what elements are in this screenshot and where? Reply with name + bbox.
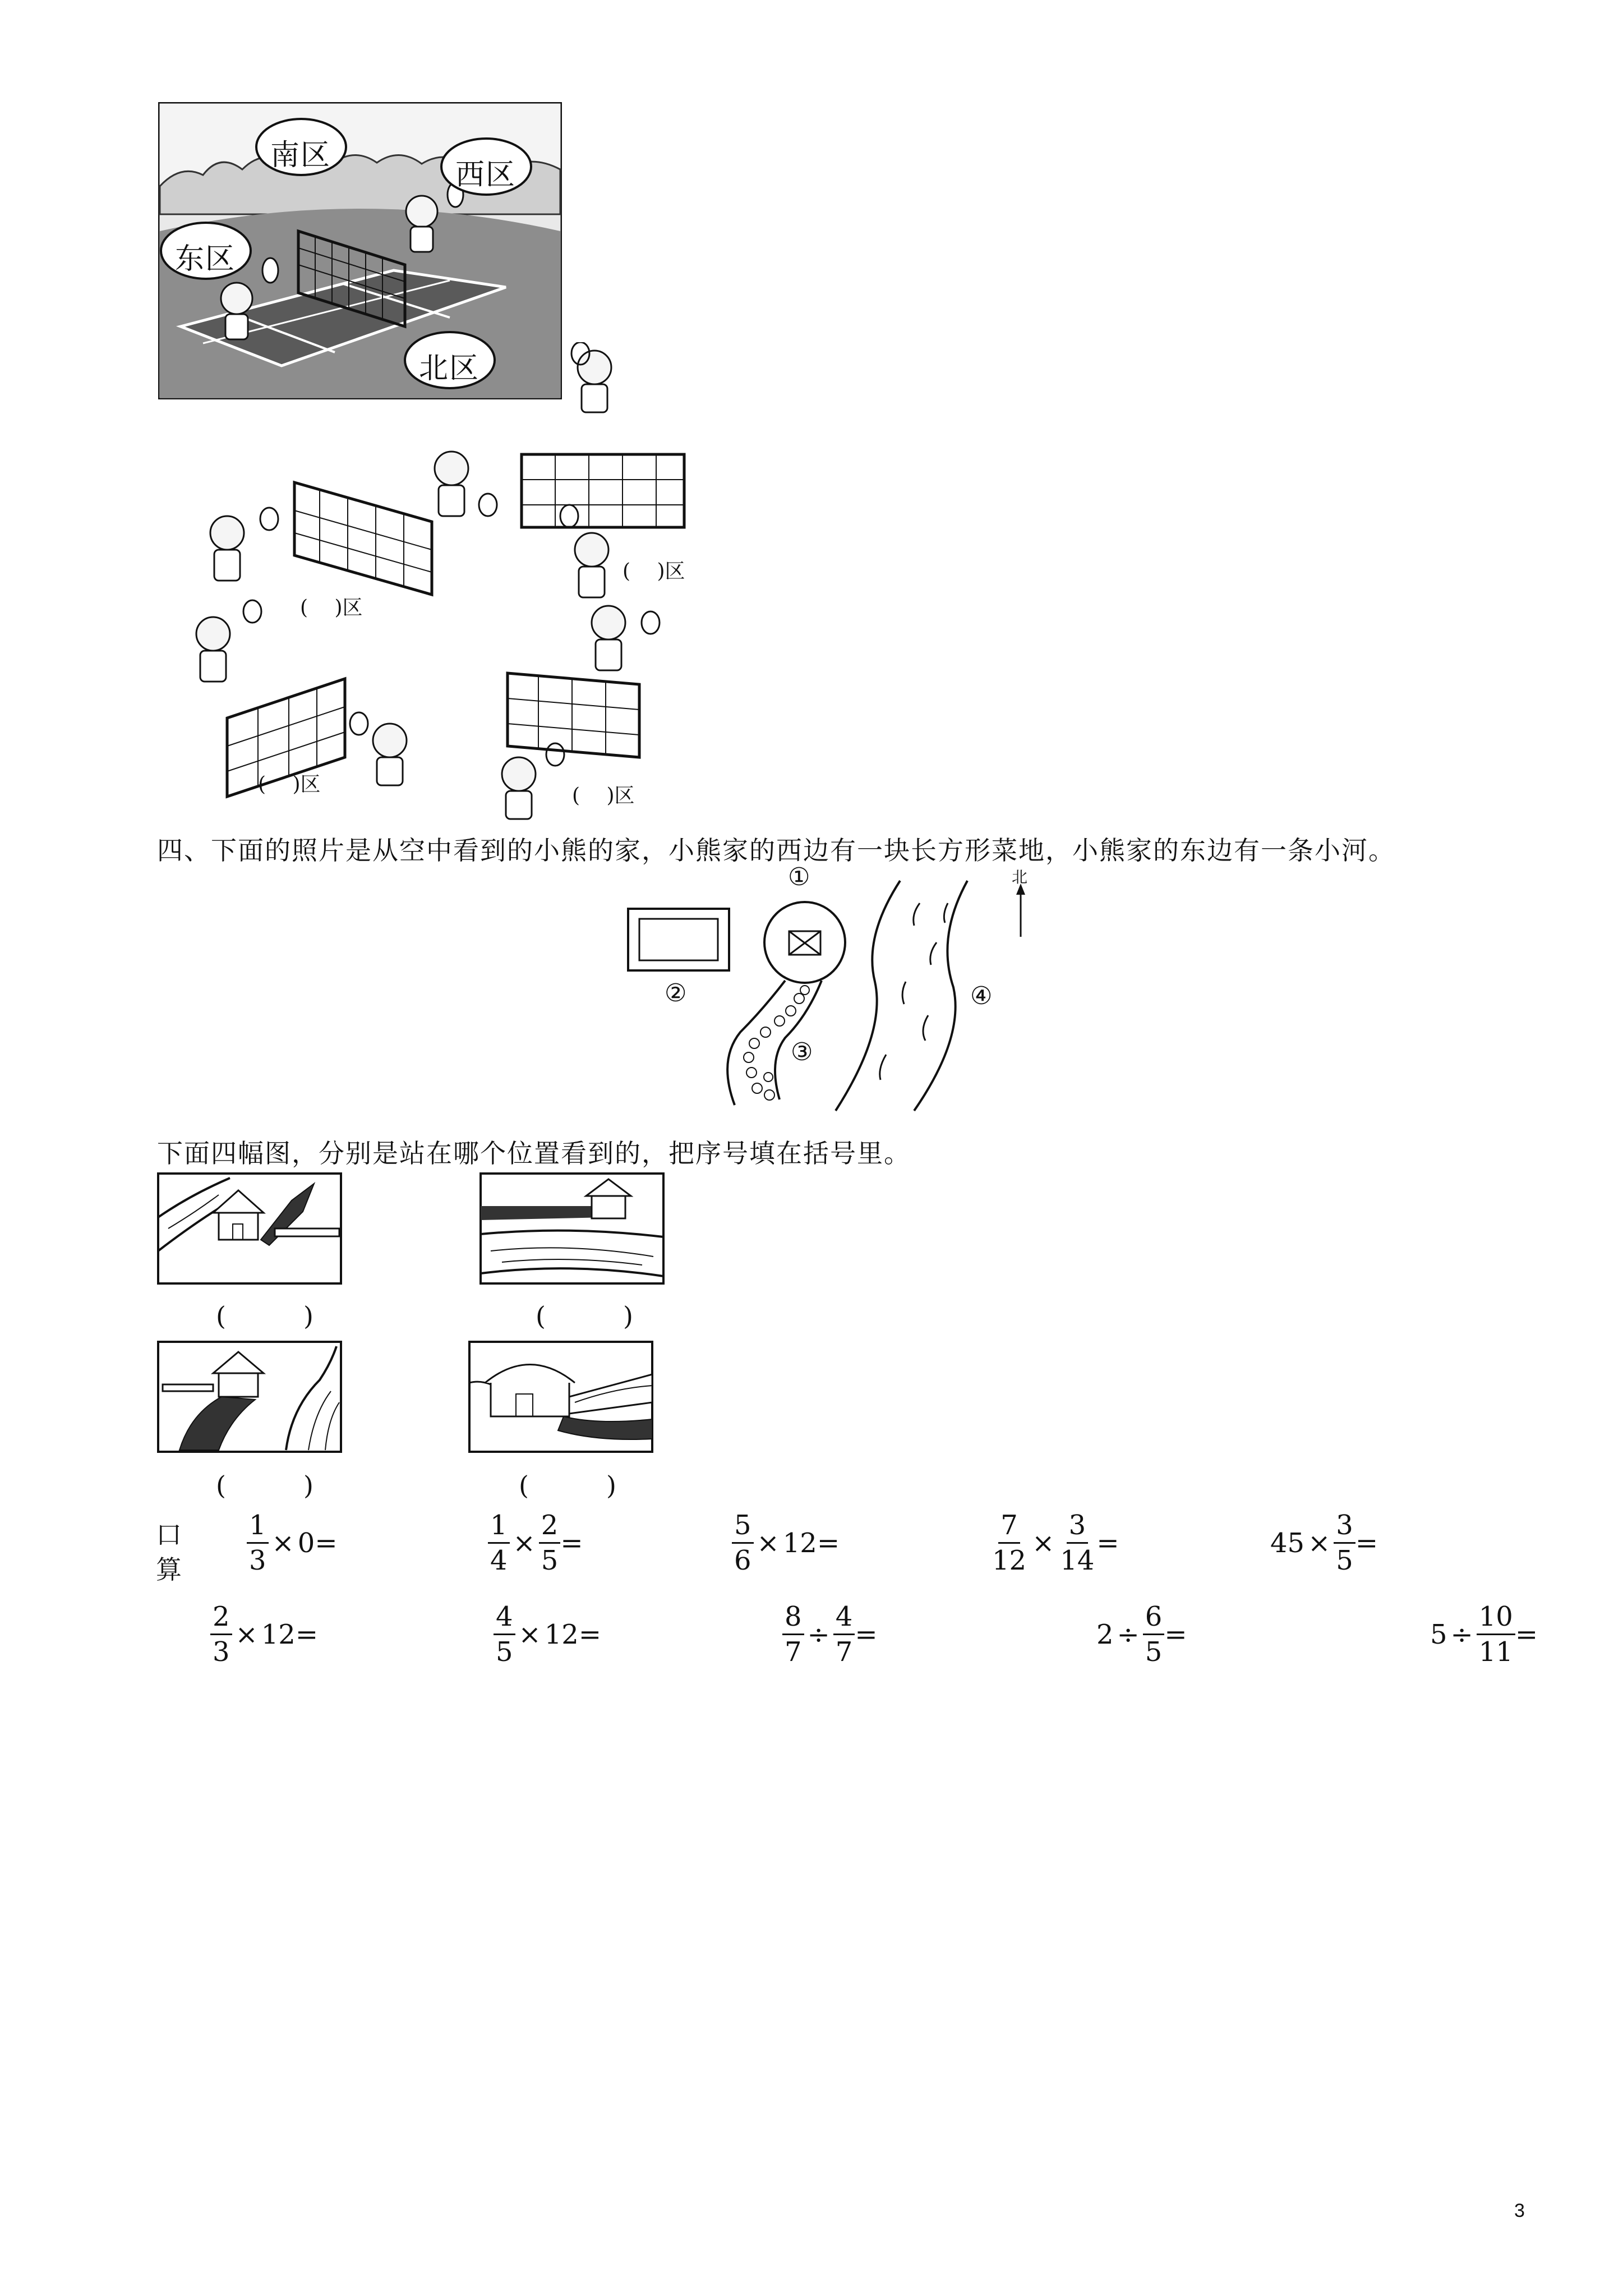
zone-blank-left[interactable]: ( )区	[300, 596, 363, 619]
expr-r2-3: $\frac{8}{7}$ ÷ $\frac{4}{7}$ =	[782, 1603, 878, 1665]
section4-question: 下面四幅图，分别是站在哪个位置看到的，把序号填在括号里。	[157, 1138, 911, 1168]
bubble-west: 西区	[455, 158, 517, 192]
oral-label-2: 算	[156, 1554, 183, 1585]
view-thumbnail-2	[479, 1172, 665, 1285]
expr-r1-2: $\frac{1}{4}$ × $\frac{2}{5}$ =	[488, 1512, 583, 1574]
answer-blank-3[interactable]: ( )	[216, 1470, 313, 1501]
section4-intro: 四、下面的照片是从空中看到的小熊的家，小熊家的西边有一块长方形菜地，小熊家的东边有一条小河。	[157, 835, 1395, 866]
expr-r2-4: 2 ÷ $\frac{6}{5}$ =	[1096, 1601, 1187, 1668]
answer-blank-4[interactable]: ( )	[519, 1470, 616, 1501]
expr-r1-1: $\frac{1}{3}$ × 0 =	[247, 1512, 338, 1574]
bubble-north: 北区	[419, 352, 480, 385]
answer-blank-1[interactable]: ( )	[216, 1301, 313, 1331]
bubble-south: 南区	[270, 139, 331, 172]
expr-r2-5: 5 ÷ $\frac{10}{11}$ =	[1430, 1601, 1538, 1668]
expr-r2-1: $\frac{2}{3}$ × 12 =	[210, 1603, 318, 1665]
bubble-east: 东区	[175, 242, 236, 276]
map-label-2: ②	[665, 979, 687, 1007]
zone-blank-bottom-right[interactable]: ( )区	[572, 784, 635, 807]
oral-label-1: 口	[156, 1520, 183, 1550]
zone-blank-bottom-left[interactable]: ( )区	[258, 773, 321, 796]
view-thumbnail-4	[468, 1341, 653, 1453]
expr-r1-5: 45 × $\frac{3}{5}$ =	[1270, 1510, 1378, 1576]
view-thumbnail-3	[157, 1341, 342, 1453]
north-label: 北	[1012, 868, 1028, 886]
map-label-1: ①	[788, 863, 810, 891]
map-label-3: ③	[791, 1038, 813, 1066]
map-label-4: ④	[970, 982, 993, 1010]
view-thumbnail-1	[157, 1172, 342, 1285]
expr-r1-3: $\frac{5}{6}$ × 12 =	[732, 1512, 840, 1574]
zone-blank-right[interactable]: ( )区	[623, 560, 685, 583]
answer-blank-2[interactable]: ( )	[536, 1301, 633, 1331]
expr-r2-2: $\frac{4}{5}$ × 12 =	[494, 1603, 601, 1665]
page-number: 3	[1514, 2200, 1525, 2221]
bear-home-map	[623, 863, 1038, 1122]
expr-r1-4: $\frac{7}{12}$ × $\frac{3}{14}$ =	[992, 1510, 1119, 1576]
